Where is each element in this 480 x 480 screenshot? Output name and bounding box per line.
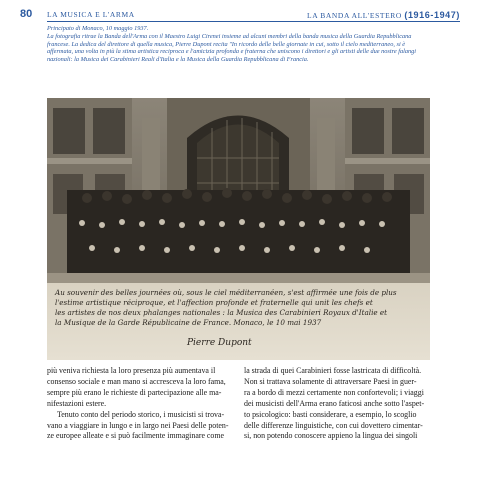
body-line: dei musicisti dell'Arma erano faticosi anche sotto l'aspet- — [244, 398, 425, 408]
body-line: Tenuto conto del periodo storico, i musicisti si trova- — [57, 409, 225, 419]
photo-caption — [47, 25, 460, 64]
body-line: consenso sociale e man mano si accresceva la loro fama, — [47, 376, 226, 386]
body-line: delle differenze linguistiche, con cui dovettero cimentar- — [244, 420, 423, 430]
body-line: ze europee alleate e si può facilmente immaginare come — [47, 431, 225, 441]
body-right-column — [244, 366, 430, 442]
caption-line: affermata, una volta in più la stima artistica reciproca e l'amicizia profonda e fraterna che uniscono i direttori e gli artisti delle due nostre falangi — [47, 48, 417, 56]
page-number: 80 — [20, 8, 33, 20]
running-title-right — [307, 10, 460, 20]
caption-line: Principato di Monaco, 10 maggio 1937. — [47, 25, 149, 32]
body-line: nifestazioni estere. — [47, 398, 107, 408]
body-line: to psicologico: basti considerare, a esempio, lo scoglio — [244, 409, 417, 419]
caption-line: nazionali: la Musica dei Carabinieri Reali d'Italia e la Musica della Guardia Repubblicana di Francia. — [47, 56, 309, 64]
header-rule — [47, 21, 460, 22]
band-group-photograph — [47, 98, 430, 360]
body-line: si, non potendo conoscere appieno la lingua dei singoli — [244, 431, 418, 441]
dedication-line: Au souvenir des belles journées où, sous le ciel méditerranéen, s'est affirmée une fois de plus — [55, 288, 397, 297]
dedication-line: la Musique de la Garde Républicaine de France. Monaco, le 10 mai 1937 — [55, 318, 322, 327]
body-left-column — [47, 366, 233, 442]
body-line: vano a viaggiare in lungo e in largo nei Paesi delle poten- — [47, 420, 229, 430]
running-title-right-text: LA BANDA ALL'ESTERO — [307, 11, 402, 20]
dedication-line: les artistes de nos deux phalanges nationales : la Musica des Carabinieri Royaux d'Italie et — [55, 308, 388, 317]
body-line: Non si trattava solamente di attraversare Paesi in guer- — [244, 376, 417, 386]
caption-line: La fotografia ritrae la Banda dell'Arma con il Maestro Luigi Cirenei insieme ad alcuni membri della banda musica della Guardia Repubblicana — [47, 32, 412, 40]
body-line: sempre più erano le richieste di partecipazione alle ma- — [47, 387, 222, 397]
body-line: più veniva richiesta la loro presenza più aumentava il — [47, 366, 216, 375]
crowd-band — [67, 190, 410, 280]
body-line: la strada di quei Carabinieri fosse lastricata di difficoltà. — [244, 366, 422, 375]
running-title-years: (1916-1947) — [404, 10, 460, 20]
dedication-line: l'estime artistique réciproque, et l'affection profonde et fraternelle qui unit les chefs et — [55, 298, 373, 307]
caption-line: francese. La dedica del direttore di quella musica, Pierre Dupont recita "In ricordo delle belle giornate in cui, sotto il cielo mediterraneo, si è — [47, 40, 406, 48]
running-title-left: LA MUSICA E L'ARMA — [47, 10, 135, 19]
body-line: ra a bordo di mezzi certamente non confortevoli; i viaggi — [244, 387, 424, 397]
signature: Pierre Dupont — [187, 338, 252, 348]
